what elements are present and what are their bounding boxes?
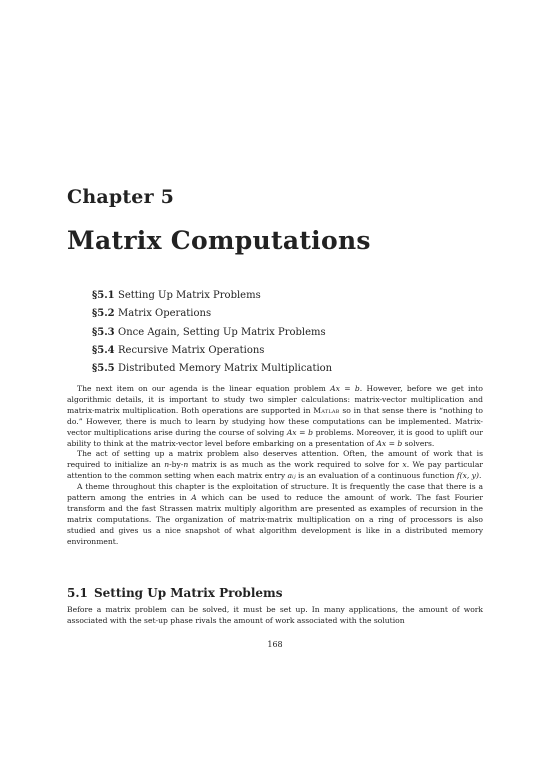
chapter-introduction — [67, 384, 483, 548]
matlab-name: Matlab — [313, 405, 340, 415]
toc-item — [92, 345, 332, 363]
intro-paragraph-3: A theme throughout this chapter is the exploitation of structure. It is frequently the case that there is a pattern among the entries in A which can be used to reduce the amount of work. The fast Fourier transform and the fast Strassen matrix multiply algorithm are presented as examples of recursion in the matrix computations. The organization of matrix-matrix multiplication on a ring of processors is also studied and gives us a nice snapshot of what algorithm development is like in a distributed memory environment. — [67, 482, 483, 546]
toc-item-number: §5.4 — [92, 344, 115, 356]
matrix-entry-symbol: aᵢⱼ — [287, 471, 296, 481]
equation: Ax = b — [330, 384, 360, 393]
section-title: Setting Up Matrix Problems — [94, 586, 283, 600]
toc-item-title: Setting Up Matrix Problems — [118, 290, 261, 301]
toc-item-number: §5.3 — [92, 326, 115, 338]
toc-item-title: Distributed Memory Matrix Multiplication — [118, 363, 333, 375]
section-paragraph: Before a matrix problem can be solved, it must be set up. In many applications, the amount of work associated with the set-up phase rivals the amount of work associated with the solution — [67, 605, 483, 625]
toc-item-title: Once Again, Setting Up Matrix Problems — [118, 326, 326, 338]
section-body — [67, 605, 483, 627]
toc-item-number: §5.1 — [92, 290, 115, 301]
toc-item-title: Recursive Matrix Operations — [118, 344, 265, 356]
equation: Ax = b — [286, 427, 314, 437]
page-number: 168 — [267, 640, 283, 649]
section-heading — [67, 586, 282, 600]
function-symbol: f(x, y) — [456, 471, 479, 481]
toc-item — [92, 363, 332, 381]
intro-paragraph-1: The next item on our agenda is the linear equation problem Ax = b. However, before we get into algorithmic details, it is important to study two simpler calculations: matrix-vector multiplication and matrix-matrix multiplication. Both operations are supported in Matlab so in that sense there is “nothing to do.” However, there is much to learn by studying how these computations can be implemented. Matrix-vector multiplications arise during the course of solving Ax = b problems. Moreover, it is good to uplift our ability to think at the matrix-vector level before embarking on a presentation of Ax = b solvers. — [67, 384, 483, 448]
toc-item — [92, 308, 332, 326]
toc-item-number: §5.2 — [92, 308, 115, 320]
equation: Ax = b — [376, 438, 403, 448]
chapter-label: Chapter 5 — [67, 186, 175, 208]
toc-item — [92, 327, 332, 345]
intro-paragraph-2: The act of setting up a matrix problem also deserves attention. Often, the amount of work that is required to initialize an n-by-n matrix is as much as the work required to solve for x. We pay particular attention to the common setting when each matrix entry aᵢⱼ is an evaluation of a continuous function f(x, y). — [67, 449, 483, 481]
toc-item — [92, 290, 332, 308]
chapter-title: Matrix Computations — [67, 226, 371, 255]
section-number: 5.1 — [67, 586, 88, 600]
chapter-contents — [92, 290, 332, 381]
toc-item-title: Matrix Operations — [118, 308, 212, 320]
toc-item-number: §5.5 — [92, 363, 115, 375]
